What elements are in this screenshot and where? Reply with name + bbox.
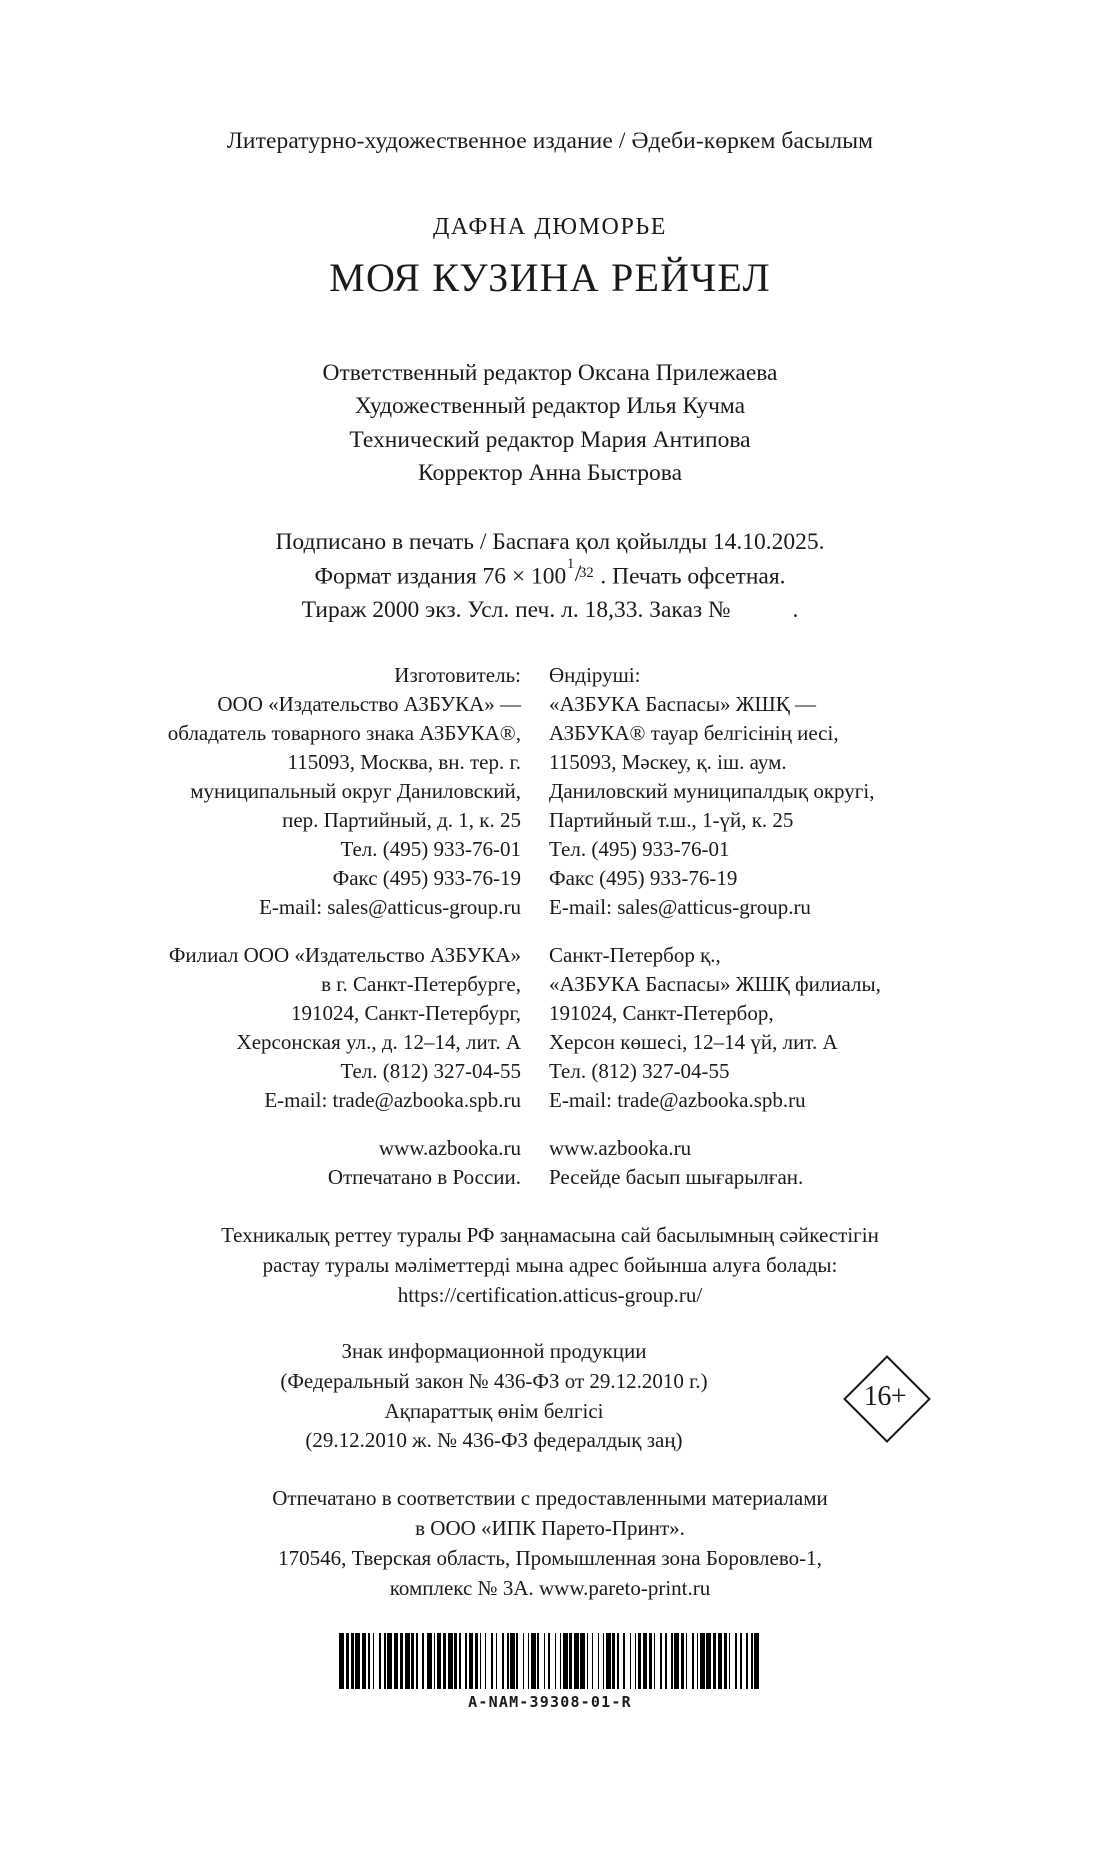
branch-phone-ru: Тел. (812) 327-04-55 xyxy=(340,1058,521,1083)
format-line xyxy=(0,555,1100,594)
printed-in-kz: Ресейде басып шығарылған. xyxy=(549,1164,804,1189)
website-kz[interactable]: www.azbooka.ru xyxy=(549,1135,692,1160)
branch-city-kz: Санкт-Петербор қ., xyxy=(549,942,721,967)
web-group-ru xyxy=(121,1134,521,1192)
branch-postal-ru: 191024, Санкт-Петербург, xyxy=(290,1000,521,1025)
age-mark-text xyxy=(174,1337,814,1456)
manufacturer-company-ru: ООО «Издательство АЗБУКА» — xyxy=(217,691,521,716)
manufacturer-trademark-ru: обладатель товарного знака АЗБУКА®, xyxy=(167,720,521,745)
printer-line-2: в ООО «ИПК Парето-Принт». xyxy=(415,1515,685,1540)
branch-city-ru: в г. Санкт-Петербурге, xyxy=(321,971,521,996)
age-mark-line-2: (Федеральный закон № 436-ФЗ от 29.12.2010 г.) xyxy=(280,1368,708,1393)
address-column-kazakh xyxy=(535,661,979,1191)
manufacturer-group-kz xyxy=(549,661,979,922)
branch-postal-kz: 191024, Санкт-Петербор, xyxy=(549,1000,774,1025)
signed-to-print-line: Подписано в печать / Баспаға қол қойылды 14.10.2025. xyxy=(275,529,825,556)
certification-line-1: Техникалық реттеу туралы РФ заңнамасына сай басылымның сәйкестігін xyxy=(221,1223,879,1248)
fraction-numerator: 1 xyxy=(567,555,575,572)
manufacturer-company-kz: «АЗБУКА Баспасы» ЖШҚ — xyxy=(549,691,816,716)
address-block xyxy=(0,661,1100,1191)
manufacturer-fax-ru: Факс (495) 933-76-19 xyxy=(332,865,521,890)
credit-line: Художественный редактор Илья Кучма xyxy=(354,393,746,420)
branch-company-ru: Филиал ООО «Издательство АЗБУКА» xyxy=(168,942,521,967)
printer-block xyxy=(0,1484,1100,1603)
manufacturer-address-ru-3: пер. Партийный, д. 1, к. 25 xyxy=(282,807,521,832)
format-suffix: . Печать офсетная. xyxy=(600,563,786,590)
colophon-page xyxy=(0,128,1100,1870)
web-group-kz xyxy=(549,1134,979,1192)
print-specs-block xyxy=(0,526,1100,627)
manufacturer-phone-ru: Тел. (495) 933-76-01 xyxy=(340,836,521,861)
branch-group-ru xyxy=(121,941,521,1115)
branch-phone-kz: Тел. (812) 327-04-55 xyxy=(549,1058,730,1083)
series-line: Литературно-художественное издание / Әдеби-көркем басылым xyxy=(226,128,874,154)
certification-line-2: растау туралы мәліметтерді мына адрес бойынша алуға болады: xyxy=(262,1253,838,1278)
manufacturer-address-ru-2: муниципальный округ Даниловский, xyxy=(190,778,521,803)
fraction-slash: / xyxy=(574,561,582,588)
manufacturer-label-kz: Өндіруші: xyxy=(549,663,641,688)
printer-line-3: 170546, Тверская область, Промышленная зона Боровлево-1, xyxy=(278,1545,822,1570)
printed-in-ru: Отпечатано в России. xyxy=(327,1164,521,1189)
credit-line: Технический редактор Мария Антипова xyxy=(349,426,751,453)
manufacturer-address-kz-2: Даниловский муниципалдық округі, xyxy=(549,778,875,803)
branch-street-ru: Херсонская ул., д. 12–14, лит. А xyxy=(236,1029,521,1054)
branch-email-kz: E-mail: trade@azbooka.spb.ru xyxy=(549,1087,806,1112)
credits-block xyxy=(0,357,1100,490)
barcode-area xyxy=(0,1633,1100,1711)
manufacturer-email-kz: E-mail: sales@atticus-group.ru xyxy=(549,894,811,919)
barcode-text: A-NAM-39308-01-R xyxy=(468,1693,632,1712)
manufacturer-phone-kz: Тел. (495) 933-76-01 xyxy=(549,836,730,861)
certification-block xyxy=(0,1221,1100,1310)
printer-line-1: Отпечатано в соответствии с предоставленными материалами xyxy=(272,1486,828,1511)
print-run-tail: . xyxy=(792,596,799,623)
age-mark-row xyxy=(0,1337,1100,1456)
credit-line: Корректор Анна Быстрова xyxy=(417,460,683,487)
credit-line: Ответственный редактор Оксана Прилежаева xyxy=(322,360,778,386)
manufacturer-email-ru: E-mail: sales@atticus-group.ru xyxy=(259,894,521,919)
age-mark-line-1: Знак информационной продукции xyxy=(341,1338,647,1363)
branch-group-kz xyxy=(549,941,979,1115)
manufacturer-trademark-kz: АЗБУКА® тауар белгісінің иесі, xyxy=(549,720,839,745)
barcode-image xyxy=(339,1633,760,1689)
manufacturer-address-kz-3: Партийный т.ш., 1-үй, к. 25 xyxy=(549,807,794,832)
author-name: ДАФНА ДЮМОРЬЕ xyxy=(432,214,668,240)
fraction-denominator: 32 xyxy=(579,565,594,581)
age-mark-line-3: Ақпараттық өнім белгісі xyxy=(384,1398,604,1423)
certification-url[interactable]: https://certification.atticus-group.ru/ xyxy=(397,1283,703,1308)
manufacturer-group-ru xyxy=(121,661,521,922)
printer-line-4: комплекс № 3А. www.pareto-print.ru xyxy=(389,1575,711,1600)
age-rating-diamond-icon xyxy=(844,1356,926,1438)
age-mark-line-4: (29.12.2010 ж. № 436-ФЗ федералдық заң) xyxy=(305,1428,683,1453)
print-run-line xyxy=(0,594,1100,627)
book-title: МОЯ КУЗИНА РЕЙЧЕЛ xyxy=(329,255,771,300)
address-column-russian xyxy=(121,661,535,1191)
manufacturer-address-ru-1: 115093, Москва, вн. тер. г. xyxy=(287,749,521,774)
manufacturer-fax-kz: Факс (495) 933-76-19 xyxy=(549,865,738,890)
branch-street-kz: Херсон көшесі, 12–14 үй, лит. А xyxy=(549,1029,838,1054)
format-prefix: Формат издания 76 × 100 xyxy=(314,563,567,590)
website-ru[interactable]: www.azbooka.ru xyxy=(378,1135,521,1160)
format-fraction xyxy=(566,555,600,588)
branch-company-kz: «АЗБУКА Баспасы» ЖШҚ филиалы, xyxy=(549,971,881,996)
manufacturer-label-ru: Изготовитель: xyxy=(394,663,521,688)
branch-email-ru: E-mail: trade@azbooka.spb.ru xyxy=(264,1087,521,1112)
age-rating-badge: 16+ xyxy=(863,1380,907,1412)
print-run-text: Тираж 2000 экз. Усл. печ. л. 18,33. Заказ № xyxy=(301,596,731,623)
manufacturer-address-kz-1: 115093, Мәскеу, қ. іш. аум. xyxy=(549,749,787,774)
